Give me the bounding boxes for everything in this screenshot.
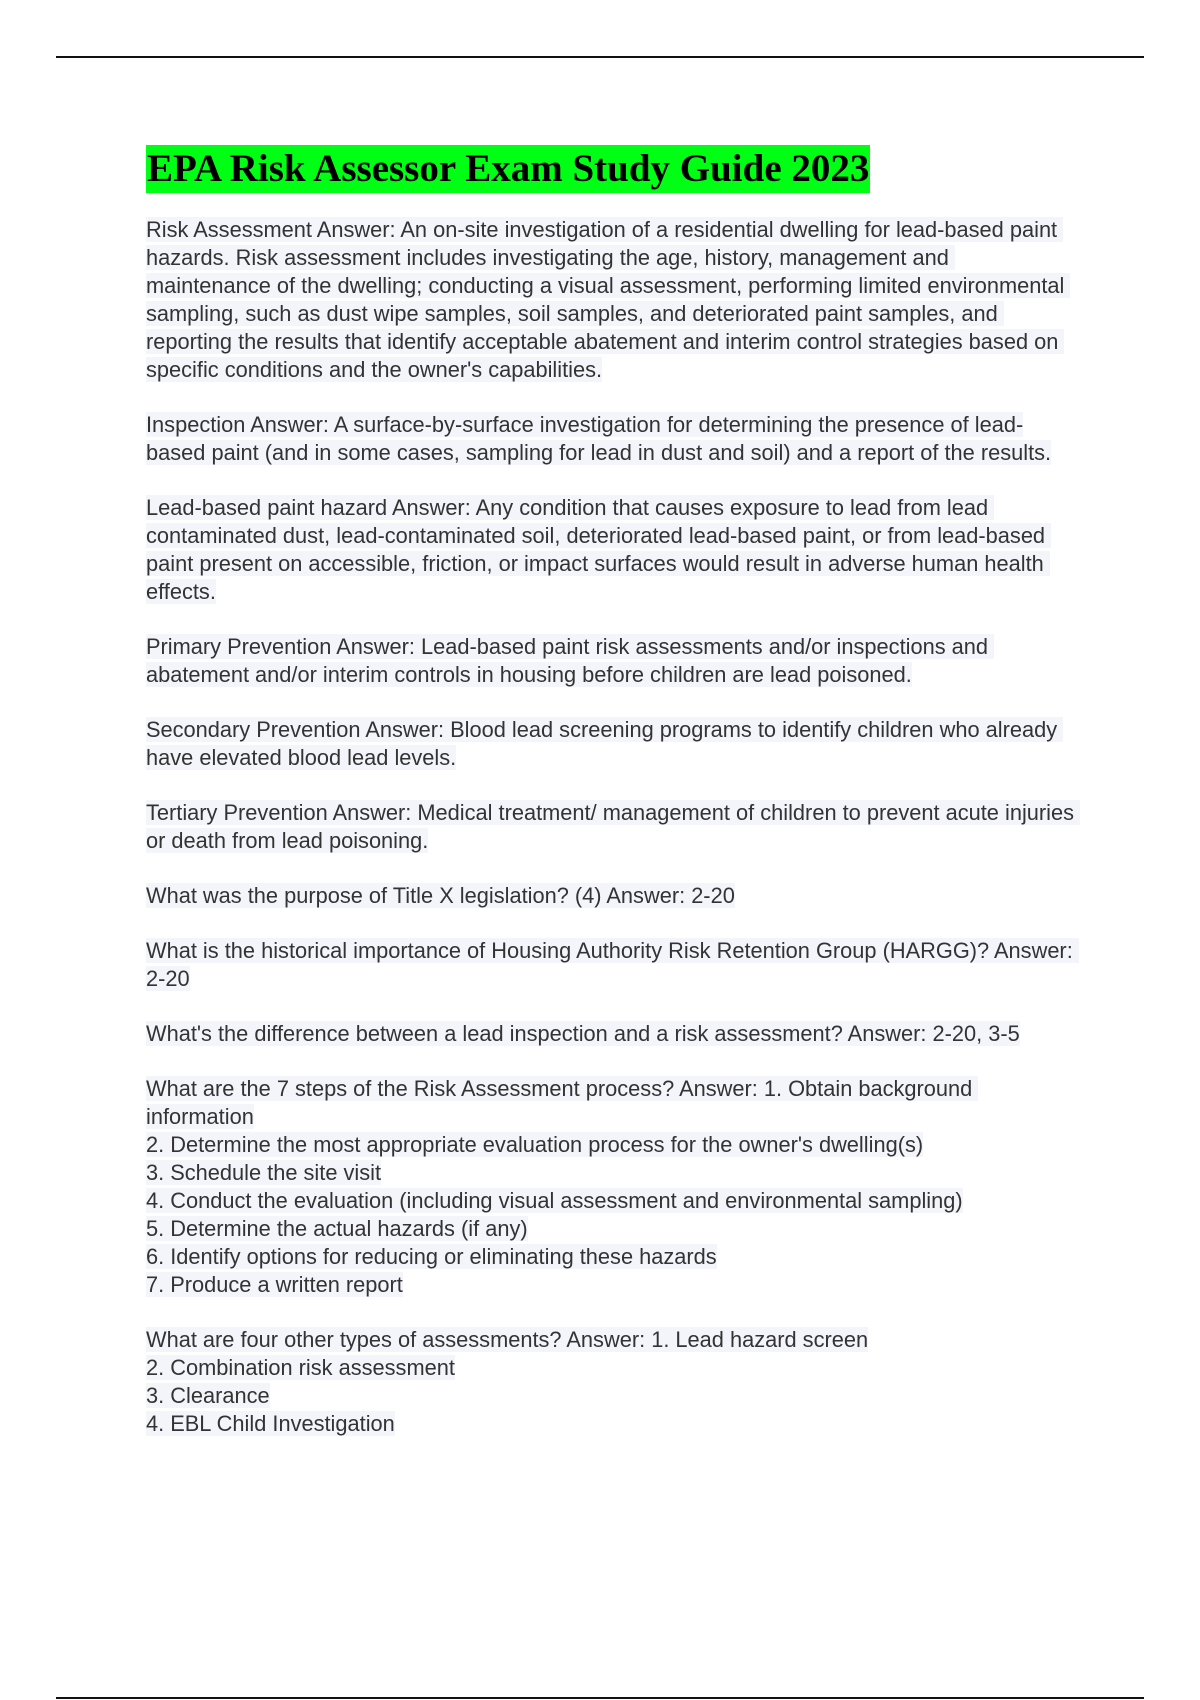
entry-text: Inspection Answer: A surface-by-surface investigation for determining the presence of lead-based paint (and in some cases, sampling for lead in dust and soil) and a report of the results.	[146, 412, 1052, 465]
document-body	[146, 145, 1081, 1465]
qa-entry-hargg	[146, 937, 1079, 993]
qa-entry-primary-prevention	[146, 633, 1076, 689]
qa-entry-title-x	[146, 882, 1076, 910]
entry-text: What is the historical importance of Housing Authority Risk Retention Group (HARGG)? Answer: 2-20	[146, 938, 1079, 991]
entry-text: Tertiary Prevention Answer: Medical treatment/ management of children to prevent acute injuries or death from lead poisoning.	[146, 800, 1081, 853]
qa-entry-lead-based-paint-hazard	[146, 494, 1076, 606]
entry-text: What was the purpose of Title X legislation? (4) Answer: 2-20	[146, 883, 735, 908]
qa-entry-other-assessments	[146, 1326, 1076, 1438]
qa-entry-inspection	[146, 411, 1076, 467]
qa-entry-secondary-prevention	[146, 716, 1076, 772]
bottom-rule	[56, 1697, 1144, 1699]
qa-entry-seven-steps	[146, 1075, 1076, 1299]
entry-text: Secondary Prevention Answer: Blood lead screening programs to identify children who already have elevated blood lead levels.	[146, 717, 1064, 770]
entry-text: What are four other types of assessments? Answer: 1. Lead hazard screen 2. Combination risk assessment 3. Clearance 4. EBL Child Investigation	[146, 1327, 869, 1436]
entry-text: Primary Prevention Answer: Lead-based paint risk assessments and/or inspections and abatement and/or interim controls in housing before children are lead poisoned.	[146, 634, 995, 687]
top-rule	[56, 56, 1144, 58]
qa-entry-inspection-vs-risk-assessment	[146, 1020, 1076, 1048]
entry-text: What's the difference between a lead inspection and a risk assessment? Answer: 2-20, 3-5	[146, 1021, 1020, 1046]
qa-entry-tertiary-prevention	[146, 799, 1081, 855]
entry-text: Risk Assessment Answer: An on-site investigation of a residential dwelling for lead-based paint hazards. Risk assessment includes investigating the age, history, management and maintenance of the dwelling; conducting a visual assessment, performing limited environmental sampling, such as dust wipe samples, soil samples, and deteriorated paint samples, and reporting the results that identify acceptable abatement and interim control strategies based on specific conditions and the owner's capabilities.	[146, 217, 1071, 382]
qa-entry-risk-assessment	[146, 216, 1076, 384]
document-title: EPA Risk Assessor Exam Study Guide 2023	[146, 145, 870, 193]
entry-text: What are the 7 steps of the Risk Assessment process? Answer: 1. Obtain background information 2. Determine the most appropriate evaluation process for the owner's dwelling(s) 3. Schedule the site visit 4. Conduct the evaluation (including visual assessment and environmental sampling) 5. Determine the actual hazards (if any) 6. Identify options for reducing or eliminating these hazards 7. Produce a written report	[146, 1076, 978, 1297]
entry-text: Lead-based paint hazard Answer: Any condition that causes exposure to lead from lead contaminated dust, lead-contaminated soil, deteriorated lead-based paint, or from lead-based paint present on accessible, friction, or impact surfaces would result in adverse human health effects.	[146, 495, 1052, 604]
